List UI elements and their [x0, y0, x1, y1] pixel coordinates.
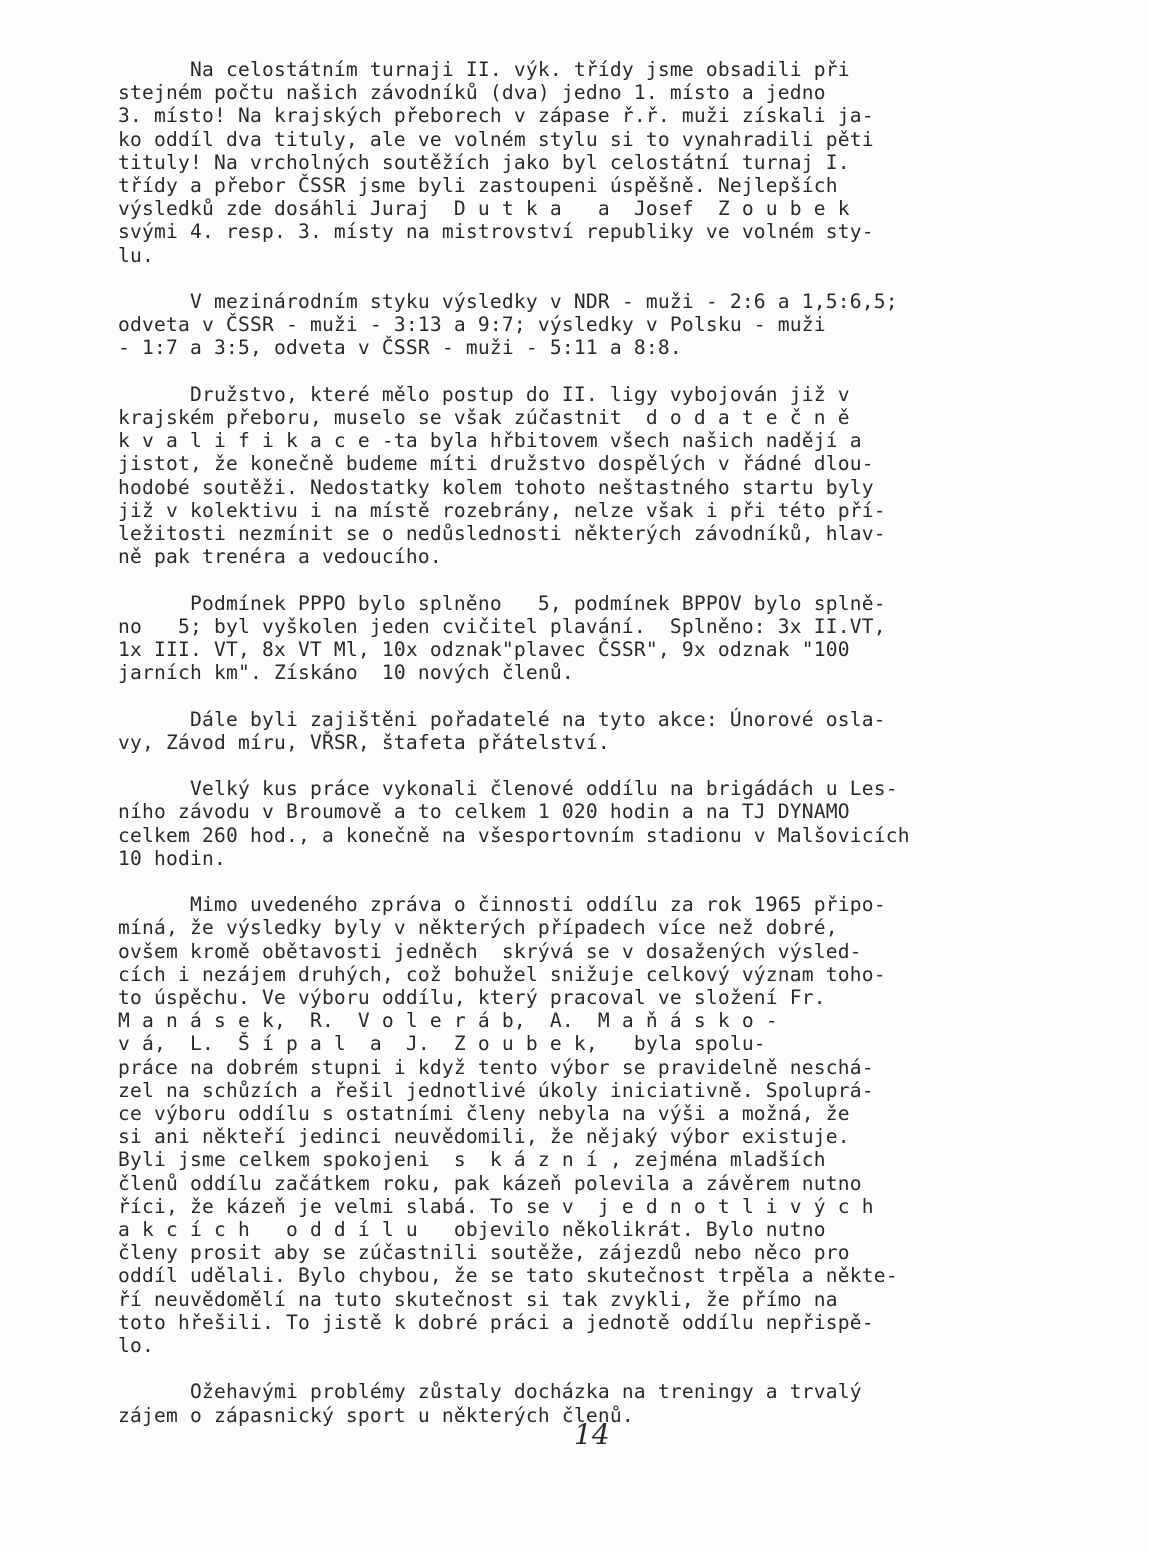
text-line: ce výboru oddílu s ostatními členy nebyla na výši a možná, že [118, 1102, 850, 1126]
text-line: no 5; byl vyškolen jeden cvičitel plavání. Splněno: 3x II.VT, [118, 614, 886, 638]
text-line: lu. [118, 243, 154, 267]
text-line: členů oddílu začátkem roku, pak kázeň polevila a závěrem nutno [118, 1171, 862, 1195]
text-line: členy prosit aby se zúčastnili soutěže, zájezdů nebo něco pro [118, 1241, 850, 1265]
text-line: Mimo uvedeného zpráva o činnosti oddílu za rok 1965 připo- [118, 893, 886, 917]
paragraph [118, 383, 1048, 569]
text-line: Dále byli zajištěni pořadatelé na tyto akce: Únorové osla- [118, 707, 886, 731]
text-line: ko oddíl dva tituly, ale ve volném stylu si to vynahradili pěti [118, 127, 874, 151]
text-line: ního závodu v Broumově a to celkem 1 020 hodin a na TJ DYNAMO [118, 800, 850, 824]
text-line: cích i nezájem druhých, což bohužel snižuje celkový význam toho- [118, 962, 886, 986]
text-line: - 1:7 a 3:5, odveta v ČSSR - muži - 5:11 a 8:8. [118, 336, 682, 360]
text-line: krajském přeboru, muselo se však zúčastnit d o d a t e č n ě [118, 406, 850, 430]
text-line: Ožehavými problémy zůstaly docházka na treningy a trvalý [118, 1380, 862, 1404]
text-line: již v kolektivu i na místě rozebrány, nelze však i při této pří- [118, 498, 886, 522]
text-line: ně pak trenéra a vedoucího. [118, 545, 442, 569]
text-line: si ani někteří jedinci neuvědomili, že nějaký výbor existuje. [118, 1125, 850, 1149]
text-line: zájem o zápasnický sport u některých členů. [118, 1403, 634, 1427]
paragraph [118, 708, 1048, 754]
text-line: práce na dobrém stupni i když tento výbor se pravidelně neschá- [118, 1055, 874, 1079]
paragraph [118, 58, 1048, 267]
text-line: oddíl udělali. Bylo chybou, že se tato skutečnost trpěla a někte- [118, 1264, 898, 1288]
paragraph [118, 290, 1048, 360]
text-line: tituly! Na vrcholných soutěžích jako byl celostátní turnaj I. [118, 150, 850, 174]
text-line: Byli jsme celkem spokojeni s k á z n í , zejména mladších [118, 1148, 826, 1172]
text-line: třídy a přebor ČSSR jsme byli zastoupeni úspěšně. Nejlepších [118, 174, 838, 198]
text-line: V mezinárodním styku výsledky v NDR - muži - 2:6 a 1,5:6,5; [118, 290, 898, 314]
text-line: 1x III. VT, 8x VT Ml, 10x odznak"plavec ČSSR", 9x odznak "100 [118, 638, 850, 662]
paragraph [118, 777, 1048, 870]
text-line: ovšem kromě obětavosti jedněch skrývá se v dosažených výsled- [118, 939, 862, 963]
text-line: M a n á s e k, R. V o l e r á b, A. M a ň á s k o - [118, 1009, 778, 1033]
paragraph [118, 592, 1048, 685]
text-line: a k c í c h o d d í l u objevilo několikrát. Bylo nutno [118, 1218, 826, 1242]
text-line: 10 hodin. [118, 846, 226, 870]
paragraph [118, 893, 1048, 1357]
text-line: celkem 260 hod., a konečně na všesportovním stadionu v Malšovicích [118, 823, 910, 847]
text-line: hodobé soutěži. Nedostatky kolem tohoto neštastného startu byly [118, 475, 874, 499]
text-line: 3. místo! Na krajských přeborech v zápase ř.ř. muži získali ja- [118, 104, 874, 128]
text-line: Družstvo, které mělo postup do II. ligy vybojován již v [118, 382, 850, 406]
text-line: jarních km". Získáno 10 nových členů. [118, 661, 574, 685]
text-line: míná, že výsledky byly v některých případech více než dobré, [118, 916, 838, 940]
text-line: ří neuvědomělí na tuto skutečnost si tak zvykli, že přímo na [118, 1287, 838, 1311]
text-line: svými 4. resp. 3. místy na mistrovství republiky ve volném sty- [118, 220, 874, 244]
text-line: stejném počtu našich závodníků (dva) jedno 1. místo a jedno [118, 81, 826, 105]
text-line: jistot, že konečně budeme míti družstvo dospělých v řádné dlou- [118, 452, 874, 476]
text-line: zel na schůzích a řešil jednotlivé úkoly iniciativně. Spoluprá- [118, 1078, 874, 1102]
text-line: ležitosti nezmínit se o nedůslednosti některých závodníků, hlav- [118, 522, 886, 546]
text-line: odveta v ČSSR - muži - 3:13 a 9:7; výsledky v Polsku - muži [118, 313, 826, 337]
text-line: Podmínek PPPO bylo splněno 5, podmínek BPPOV bylo splně- [118, 591, 886, 615]
text-line: vy, Závod míru, VŘSR, štafeta přátelství. [118, 730, 610, 754]
text-line: výsledků zde dosáhli Juraj D u t k a a Josef Z o u b e k [118, 197, 850, 221]
text-line: toto hřešili. To jistě k dobré práci a jednotě oddílu nepřispě- [118, 1310, 874, 1334]
text-line: v á, L. Š í p a l a J. Z o u b e k, byla spolu- [118, 1032, 766, 1056]
text-line: k v a l i f i k a c e -ta byla hřbitovem všech našich nadějí a [118, 429, 862, 453]
text-line: říci, že kázeň je velmi slabá. To se v j e d n o t l i v ý c h [118, 1194, 874, 1218]
page-number: 14 [574, 1418, 610, 1451]
text-line: lo. [118, 1334, 154, 1358]
text-line: to úspěchu. Ve výboru oddílu, který pracoval ve složení Fr. [118, 986, 826, 1010]
text-line: Na celostátním turnaji II. výk. třídy jsme obsadili při [118, 58, 850, 81]
typewritten-text [118, 58, 1048, 1450]
text-line: Velký kus práce vykonali členové oddílu na brigádách u Les- [118, 777, 898, 801]
